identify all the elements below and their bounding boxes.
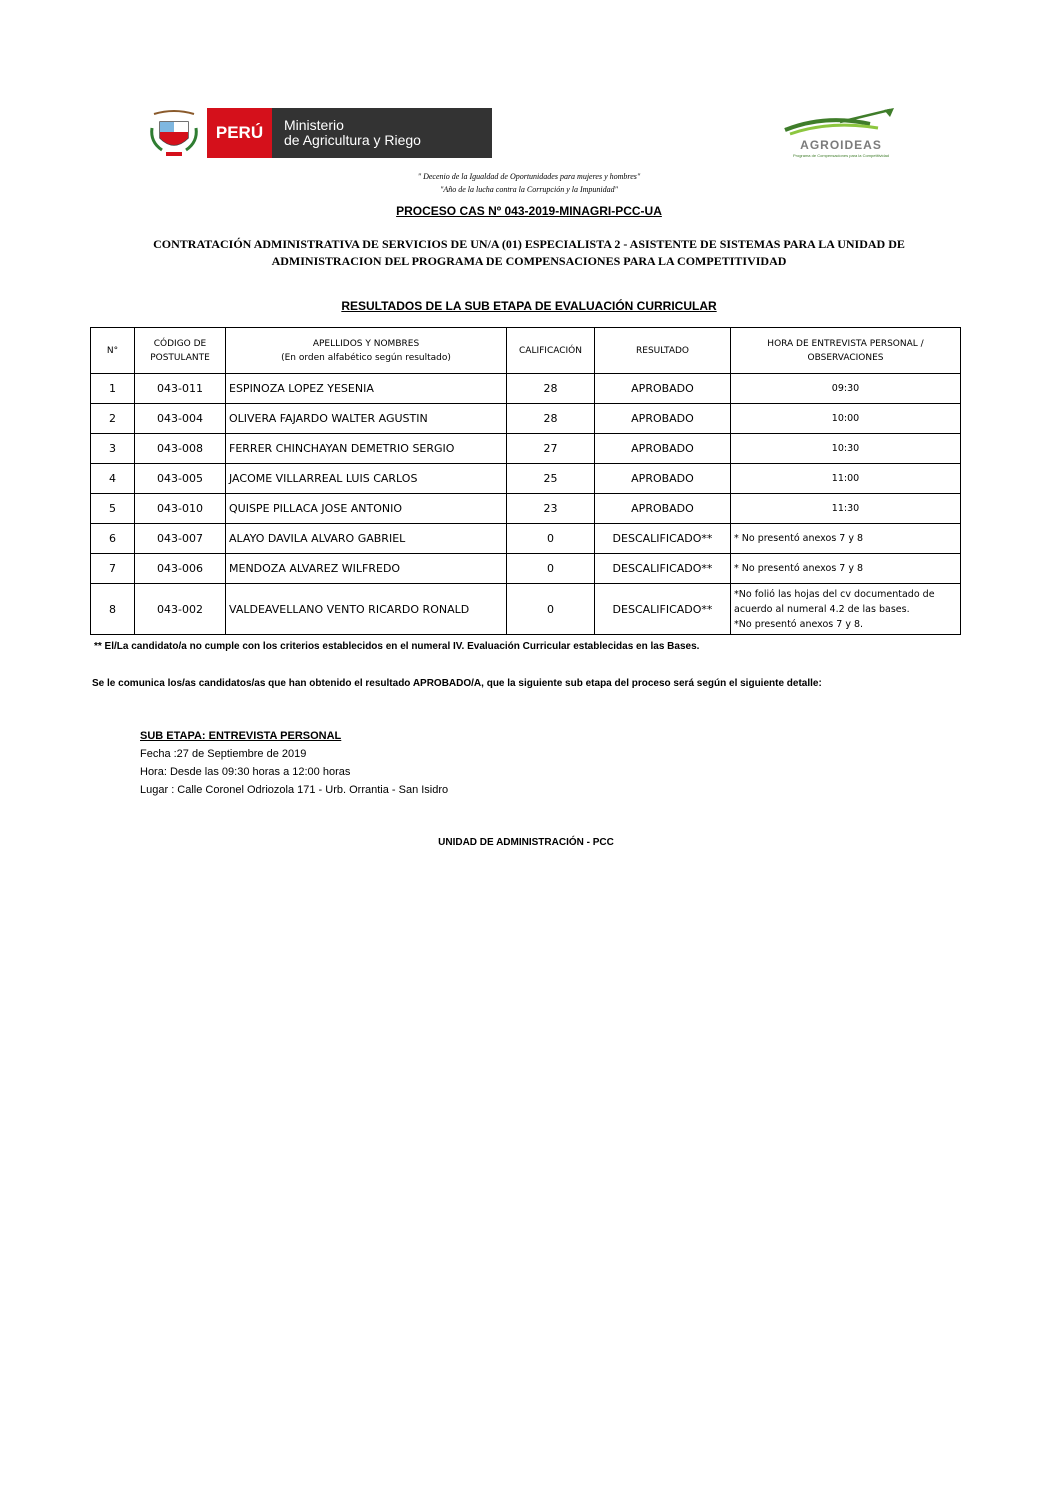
subetapa-hora: Hora: Desde las 09:30 horas a 12:00 horas	[140, 766, 351, 778]
row-num: 2	[91, 404, 135, 434]
header-codigo-line1: CÓDIGO DE	[153, 338, 207, 349]
row-obs: * No presentó anexos 7 y 8	[731, 554, 961, 584]
row-obs-line1: *No folió las hojas del cv documentado de	[734, 588, 935, 600]
row-resultado: APROBADO	[595, 494, 731, 524]
results-title: RESULTADOS DE LA SUB ETAPA DE EVALUACIÓN CURRICULAR	[341, 299, 717, 313]
row-obs	[731, 584, 961, 635]
row-calificacion: 27	[507, 434, 595, 464]
agroideas-swoosh-icon	[780, 108, 902, 138]
peru-coat-of-arms-logo	[148, 108, 200, 160]
main-title	[110, 236, 948, 270]
subetapa-lugar: Lugar : Calle Coronel Odriozola 171 - Urb. Orrantia - San Isidro	[140, 784, 449, 796]
row-codigo: 043-005	[135, 464, 226, 494]
row-calificacion: 28	[507, 404, 595, 434]
row-num: 4	[91, 464, 135, 494]
row-num: 7	[91, 554, 135, 584]
row-calificacion: 0	[507, 524, 595, 554]
row-obs: 10:00	[731, 404, 961, 434]
subetapa-fecha: Fecha :27 de Septiembre de 2019	[140, 748, 307, 760]
agroideas-logo	[780, 108, 902, 160]
row-resultado: DESCALIFICADO**	[595, 554, 731, 584]
agroideas-name: AGROIDEAS	[800, 138, 882, 152]
row-num: 3	[91, 434, 135, 464]
subetapa-block	[140, 727, 448, 799]
row-nombre: QUISPE PILLACA JOSE ANTONIO	[226, 494, 507, 524]
peru-label: PERÚ	[207, 108, 272, 158]
row-resultado: APROBADO	[595, 464, 731, 494]
row-calificacion: 28	[507, 374, 595, 404]
header-hora-line2: OBSERVACIONES	[807, 352, 884, 363]
comunica-text: Se le comunica los/as candidatos/as que han obtenido el resultado APROBADO/A, que la siguiente sub etapa del proceso será según el siguiente detalle:	[92, 678, 822, 689]
row-calificacion: 0	[507, 584, 595, 635]
main-title-line1: CONTRATACIÓN ADMINISTRATIVA DE SERVICIOS DE UN/A (01) ESPECIALISTA 2 - ASISTENTE DE SISTEMAS PARA LA UNIDAD DE	[153, 237, 905, 251]
table-row	[91, 584, 961, 635]
results-table	[90, 327, 961, 635]
row-resultado: APROBADO	[595, 374, 731, 404]
row-codigo: 043-011	[135, 374, 226, 404]
row-codigo: 043-002	[135, 584, 226, 635]
decenio-line1: " Decenio de la Igualdad de Oportunidades para mujeres y hombres"	[417, 172, 641, 181]
table-row	[91, 404, 961, 434]
table-row	[91, 434, 961, 464]
row-obs: 09:30	[731, 374, 961, 404]
ministry-line1: Ministerio	[284, 117, 344, 133]
header-codigo	[135, 328, 226, 374]
header-nombres	[226, 328, 507, 374]
header-hora-line1: HORA DE ENTREVISTA PERSONAL /	[767, 338, 924, 349]
row-resultado: APROBADO	[595, 434, 731, 464]
row-obs: * No presentó anexos 7 y 8	[731, 524, 961, 554]
header-resultado: RESULTADO	[595, 328, 731, 374]
main-title-line2: ADMINISTRACION DEL PROGRAMA DE COMPENSACIONES PARA LA COMPETITIVIDAD	[271, 254, 787, 268]
row-calificacion: 23	[507, 494, 595, 524]
row-nombre: ESPINOZA LOPEZ YESENIA	[226, 374, 507, 404]
row-nombre: ALAYO DAVILA ALVARO GABRIEL	[226, 524, 507, 554]
row-obs: 11:00	[731, 464, 961, 494]
ministry-line2: de Agricultura y Riego	[284, 132, 421, 148]
row-obs: 11:30	[731, 494, 961, 524]
row-num: 5	[91, 494, 135, 524]
row-calificacion: 0	[507, 554, 595, 584]
proceso-title: PROCESO CAS Nº 043-2019-MINAGRI-PCC-UA	[396, 204, 662, 218]
row-nombre: FERRER CHINCHAYAN DEMETRIO SERGIO	[226, 434, 507, 464]
row-resultado: DESCALIFICADO**	[595, 524, 731, 554]
row-num: 1	[91, 374, 135, 404]
table-header-row	[91, 328, 961, 374]
table-row	[91, 494, 961, 524]
minagri-logo	[207, 108, 492, 158]
table-row	[91, 554, 961, 584]
row-codigo: 043-010	[135, 494, 226, 524]
subetapa-title: SUB ETAPA: ENTREVISTA PERSONAL	[140, 730, 342, 742]
row-obs-line3: *No presentó anexos 7 y 8.	[734, 618, 864, 630]
table-row	[91, 524, 961, 554]
row-nombre: OLIVERA FAJARDO WALTER AGUSTIN	[226, 404, 507, 434]
footnote: ** El/La candidato/a no cumple con los criterios establecidos en el numeral IV. Evaluación Curricular establecidas en las Bases.	[94, 641, 700, 652]
row-num: 6	[91, 524, 135, 554]
row-resultado: DESCALIFICADO**	[595, 584, 731, 635]
row-codigo: 043-008	[135, 434, 226, 464]
row-resultado: APROBADO	[595, 404, 731, 434]
header-nombres-line1: APELLIDOS Y NOMBRES	[312, 338, 420, 349]
row-codigo: 043-007	[135, 524, 226, 554]
header-hora	[731, 328, 961, 374]
row-nombre: JACOME VILLARREAL LUIS CARLOS	[226, 464, 507, 494]
row-codigo: 043-006	[135, 554, 226, 584]
header-codigo-line2: POSTULANTE	[150, 352, 210, 363]
table-row	[91, 464, 961, 494]
row-nombre: MENDOZA ALVAREZ WILFREDO	[226, 554, 507, 584]
row-codigo: 043-004	[135, 404, 226, 434]
unidad-signature: UNIDAD DE ADMINISTRACIÓN - PCC	[438, 837, 614, 848]
agroideas-tagline: Programa de Compensaciones para la Competitividad	[792, 153, 890, 158]
row-obs-line2: acuerdo al numeral 4.2 de las bases.	[734, 603, 910, 615]
table-row	[91, 374, 961, 404]
row-calificacion: 25	[507, 464, 595, 494]
header-num: N°	[91, 328, 135, 374]
header-calificacion: CALIFICACIÓN	[507, 328, 595, 374]
row-obs: 10:30	[731, 434, 961, 464]
row-num: 8	[91, 584, 135, 635]
row-nombre: VALDEAVELLANO VENTO RICARDO RONALD	[226, 584, 507, 635]
header-nombres-line2: (En orden alfabético según resultado)	[281, 352, 451, 363]
decenio-line2: "Año de la lucha contra la Corrupción y la Impunidad"	[439, 185, 619, 194]
